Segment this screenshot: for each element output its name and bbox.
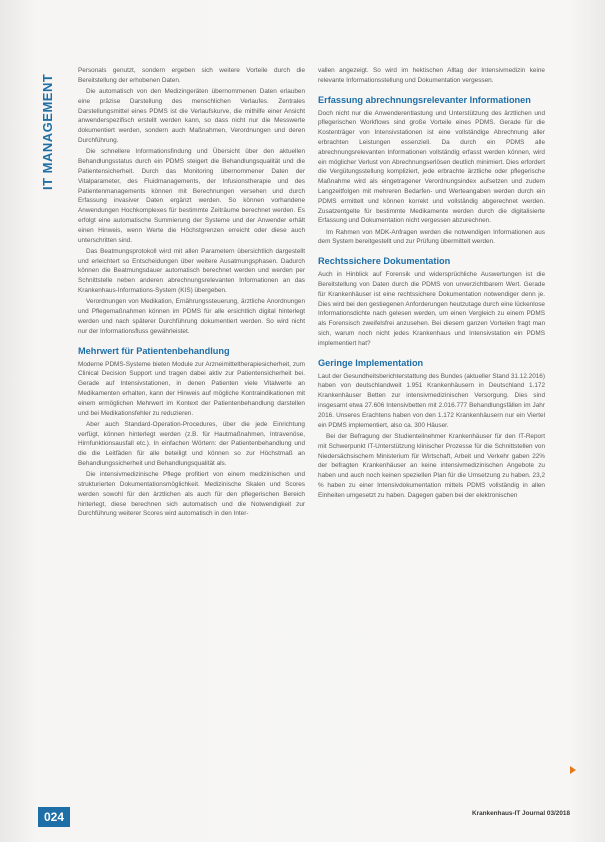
body-paragraph: Aber auch Standard-Operation-Procedures, über die jede Einrichtung verfügt, können hinterlegt werden (z.B. für Hautmaßnahmen, Intravenöse, Hirnfunktionsausfall etc.). In einfachen Wörtern: der Patientenbehandlung und die die Leitfäden für alle beteiligt und können so zur Höchstmaß an Behandlungssicherheit und Behandlungsqualität als.	[78, 420, 305, 467]
section-heading: Erfassung abrechnungsrelevanter Informationen	[318, 94, 531, 105]
body-paragraph: Die intensivmedizinische Pflege profitiert von einem medizinischen und strukturierten Dokumentationsmöglichkeit. Medizinische Skalen und Scores werden sowohl für den ärztlichen als auch für den pflegerischen Bereich hinterlegt, diese berechnen sich automatisch und die Notwendigkeit zur Durchführung weiterer Scores wird automatisch in den Inter-	[78, 471, 305, 518]
body-paragraph: Laut der Gesundheitsberichterstattung des Bundes (aktueller Stand 31.12.2016) haben von deutschlandweit 1.951 Krankenhäusern in Deutschland 1.172 Krankenhäuser Betten zur intensivmedizinischen Versorgung. Dies sind insgesamt etwa 27.606 Intensivbetten mit 2.016.777 Behandlungsfällen im Jahr 2016. Unseres Erachtens haben von den 1.172 Krankenhäusern nur ein Viertel ein PDMS implementiert, also ca. 300 Häuser.	[318, 372, 545, 429]
body-paragraph: Die schnellere Informationsfindung und Übersicht über den aktuellen Behandlungsstatus durch ein PDMS steigert die Behandlungsqualität und die Patientensicherheit. Durch das Monitoring übernommener Daten der Vitalparameter, des Fluidmanagements, der Infusionstherapie und des Patientenmanagements können mit Berechnungen versehen und durch Erfassung invasiver Daten ergänzt werden. So können vorhandene Anwendungen Hochkomplexes für bestimmte Zeiträume berechnet werden. Es erfolgt eine automatische Summierung der Systeme und der Anwender erhält einen Hinweis, wenn Werte die Höchstgrenzen erreicht oder diese auch unterschritten sind.	[78, 148, 305, 244]
body-paragraph: Das Beatmungsprotokoll wird mit allen Parametern übersichtlich dargestellt und erleichtert so Entscheidungen über weitere Ausatmungsphasen. Dadurch können die Beatmungsdauer automatisch berechnet werden und werden per Schnittstelle neben anderen abrechnungsrelevanten Informationen an das Krankenhaus-Informations-System (KIS) übergeben.	[78, 247, 305, 295]
body-paragraph: Personals genutzt, sondern ergeben sich weitere Vorteile durch die Bereitstellung der erhobenen Daten.	[78, 67, 305, 84]
body-paragraph: Bei der Befragung der Studienteilnehmer Krankenhäuser für den IT-Report mit Schwerpunkt IT-Unterstützung klinischer Prozesse für die Schnittstellen von Niedersächsischem Ministerium für Wirtschaft, Arbeit und Verkehr gaben 22% der befragten Krankenhäuser an keine intensivmedizinischen Angebote zu haben und auch noch keinen speziellen Plan für die Umsetzung zu haben. 23,2 % haben zu einer Intensivdokumentation mittels PDMS vollständig in allen Einheiten umgesetzt zu haben. Dagegen gaben bei der elektronischen	[318, 432, 545, 499]
left-column	[78, 66, 305, 521]
body-paragraph: Verordnungen von Medikation, Ernährungssteuerung, ärztliche Anordnungen und Pflegemaßnahmen können im PDMS für alle ersichtlich digital hinterlegt werden und nach späterer Durchführung dokumentiert werden. So wird nicht nur der Informationsfluss gewährleistet.	[78, 298, 305, 335]
body-paragraph: Auch in Hinblick auf Forensik und widersprüchliche Auswertungen ist die Bereitstellung von Daten durch die PDMS von unverzichtbarem Wert. Gerade für Krankenhäuser ist eine rechtssichere Dokumentation notwendiger denn je. Dies wird bei den gestiegenen Anforderungen heutzutage durch eine lückenlose Informationsdichte nach gelesen werden, um einen Vergleich zu einem PDMS als Forensisch zweifelsfrei anzusehen. Bei diesem ganzen Vorteilen fragt man sich, warum noch nicht jedes Krankenhaus und Intensivstation ein PDMS implementiert hat?	[318, 271, 545, 347]
body-paragraph: Die automatisch von den Medizingeräten übernommenen Daten erlauben eine präzise Darstellung des menschlichen Verlaufes. Zentrales Darstellungsmittel eines PDMS ist die Verlaufskurve, die mithilfe einer Ansicht anwenderspezifisch erstellt werden kann, so dass nicht nur die Messwerte dokumentiert werden, sondern auch Maßnahmen, Verordnungen und deren Durchführung.	[78, 88, 305, 145]
section-heading: Geringe Implementation	[318, 357, 424, 368]
section-label	[30, 40, 55, 190]
body-paragraph: Moderne PDMS-Systeme bieten Module zur Arzneimitteltherapiesicherheit, zum Clinical Decision Support und tragen dabei aktiv zur Patientensicherheit bei. Gerade auf Intensivstationen, in denen Patienten viele Vitalwerte an Medikamenten erhalten, kann der Hinweis auf mögliche Kontraindikationen mit einem ermöglichen Mehrwert im Kontext der Patientenbehandlung darstellen und bei Medikationsfehler zu reduzieren.	[78, 360, 305, 417]
body-paragraph: Im Rahmen von MDK-Anfragen werden die notwendigen Informationen aus dem System bereitgestellt und zur Prüfung übermittelt werden.	[318, 228, 545, 246]
journal-name: Krankenhaus-IT Journal 03/2018	[471, 810, 570, 817]
section-label-text: IT MANAGEMENT	[40, 73, 55, 190]
right-column	[318, 66, 545, 502]
page-number: 024	[38, 807, 70, 827]
continue-arrow-icon	[570, 766, 576, 774]
body-paragraph: vallen angezeigt. So wird im hektischen Alltag der Intensivmedizin keine relevante Informationsstellung und Dokumentation vergessen.	[318, 67, 545, 84]
section-heading: Rechtssichere Dokumentation	[318, 256, 451, 267]
body-paragraph: Doch nicht nur die Anwenderentlastung und Unterstützung des ärztlichen und pflegerischen Workflows sind große Vorteile eines PDMS. Gerade für die Kostenträger von Intensivstationen ist eine vollständige Abrechnung aller erbrachten Leistungen essenziell. Da durch ein PDMS alle abrechnungsrelevanten Informationen vollständig erfasst werden können, wird ein möglicher Verlust von Abrechnungserlösen deutlich minimiert. Dies erfordert die Vergütungsstellung kompliziert, jede erbrachte ärztliche oder pflegerische Maßnahme wird als eingetragener Verordnungsindex aufsetzen und zudem Langzeitfolgen mit mehreren Bedarfen- und Werteangaben werden durch ein PDMS ermittelt und können korrekt und vollständig abgerechnet werden. Zusatzentgelte für bestimmte Medikamente werden durch die digitalisierte Erfassung und Dokumentation nicht vergessen abzurechnen.	[318, 109, 545, 225]
section-heading: Mehrwert für Patientenbehandlung	[78, 345, 230, 356]
